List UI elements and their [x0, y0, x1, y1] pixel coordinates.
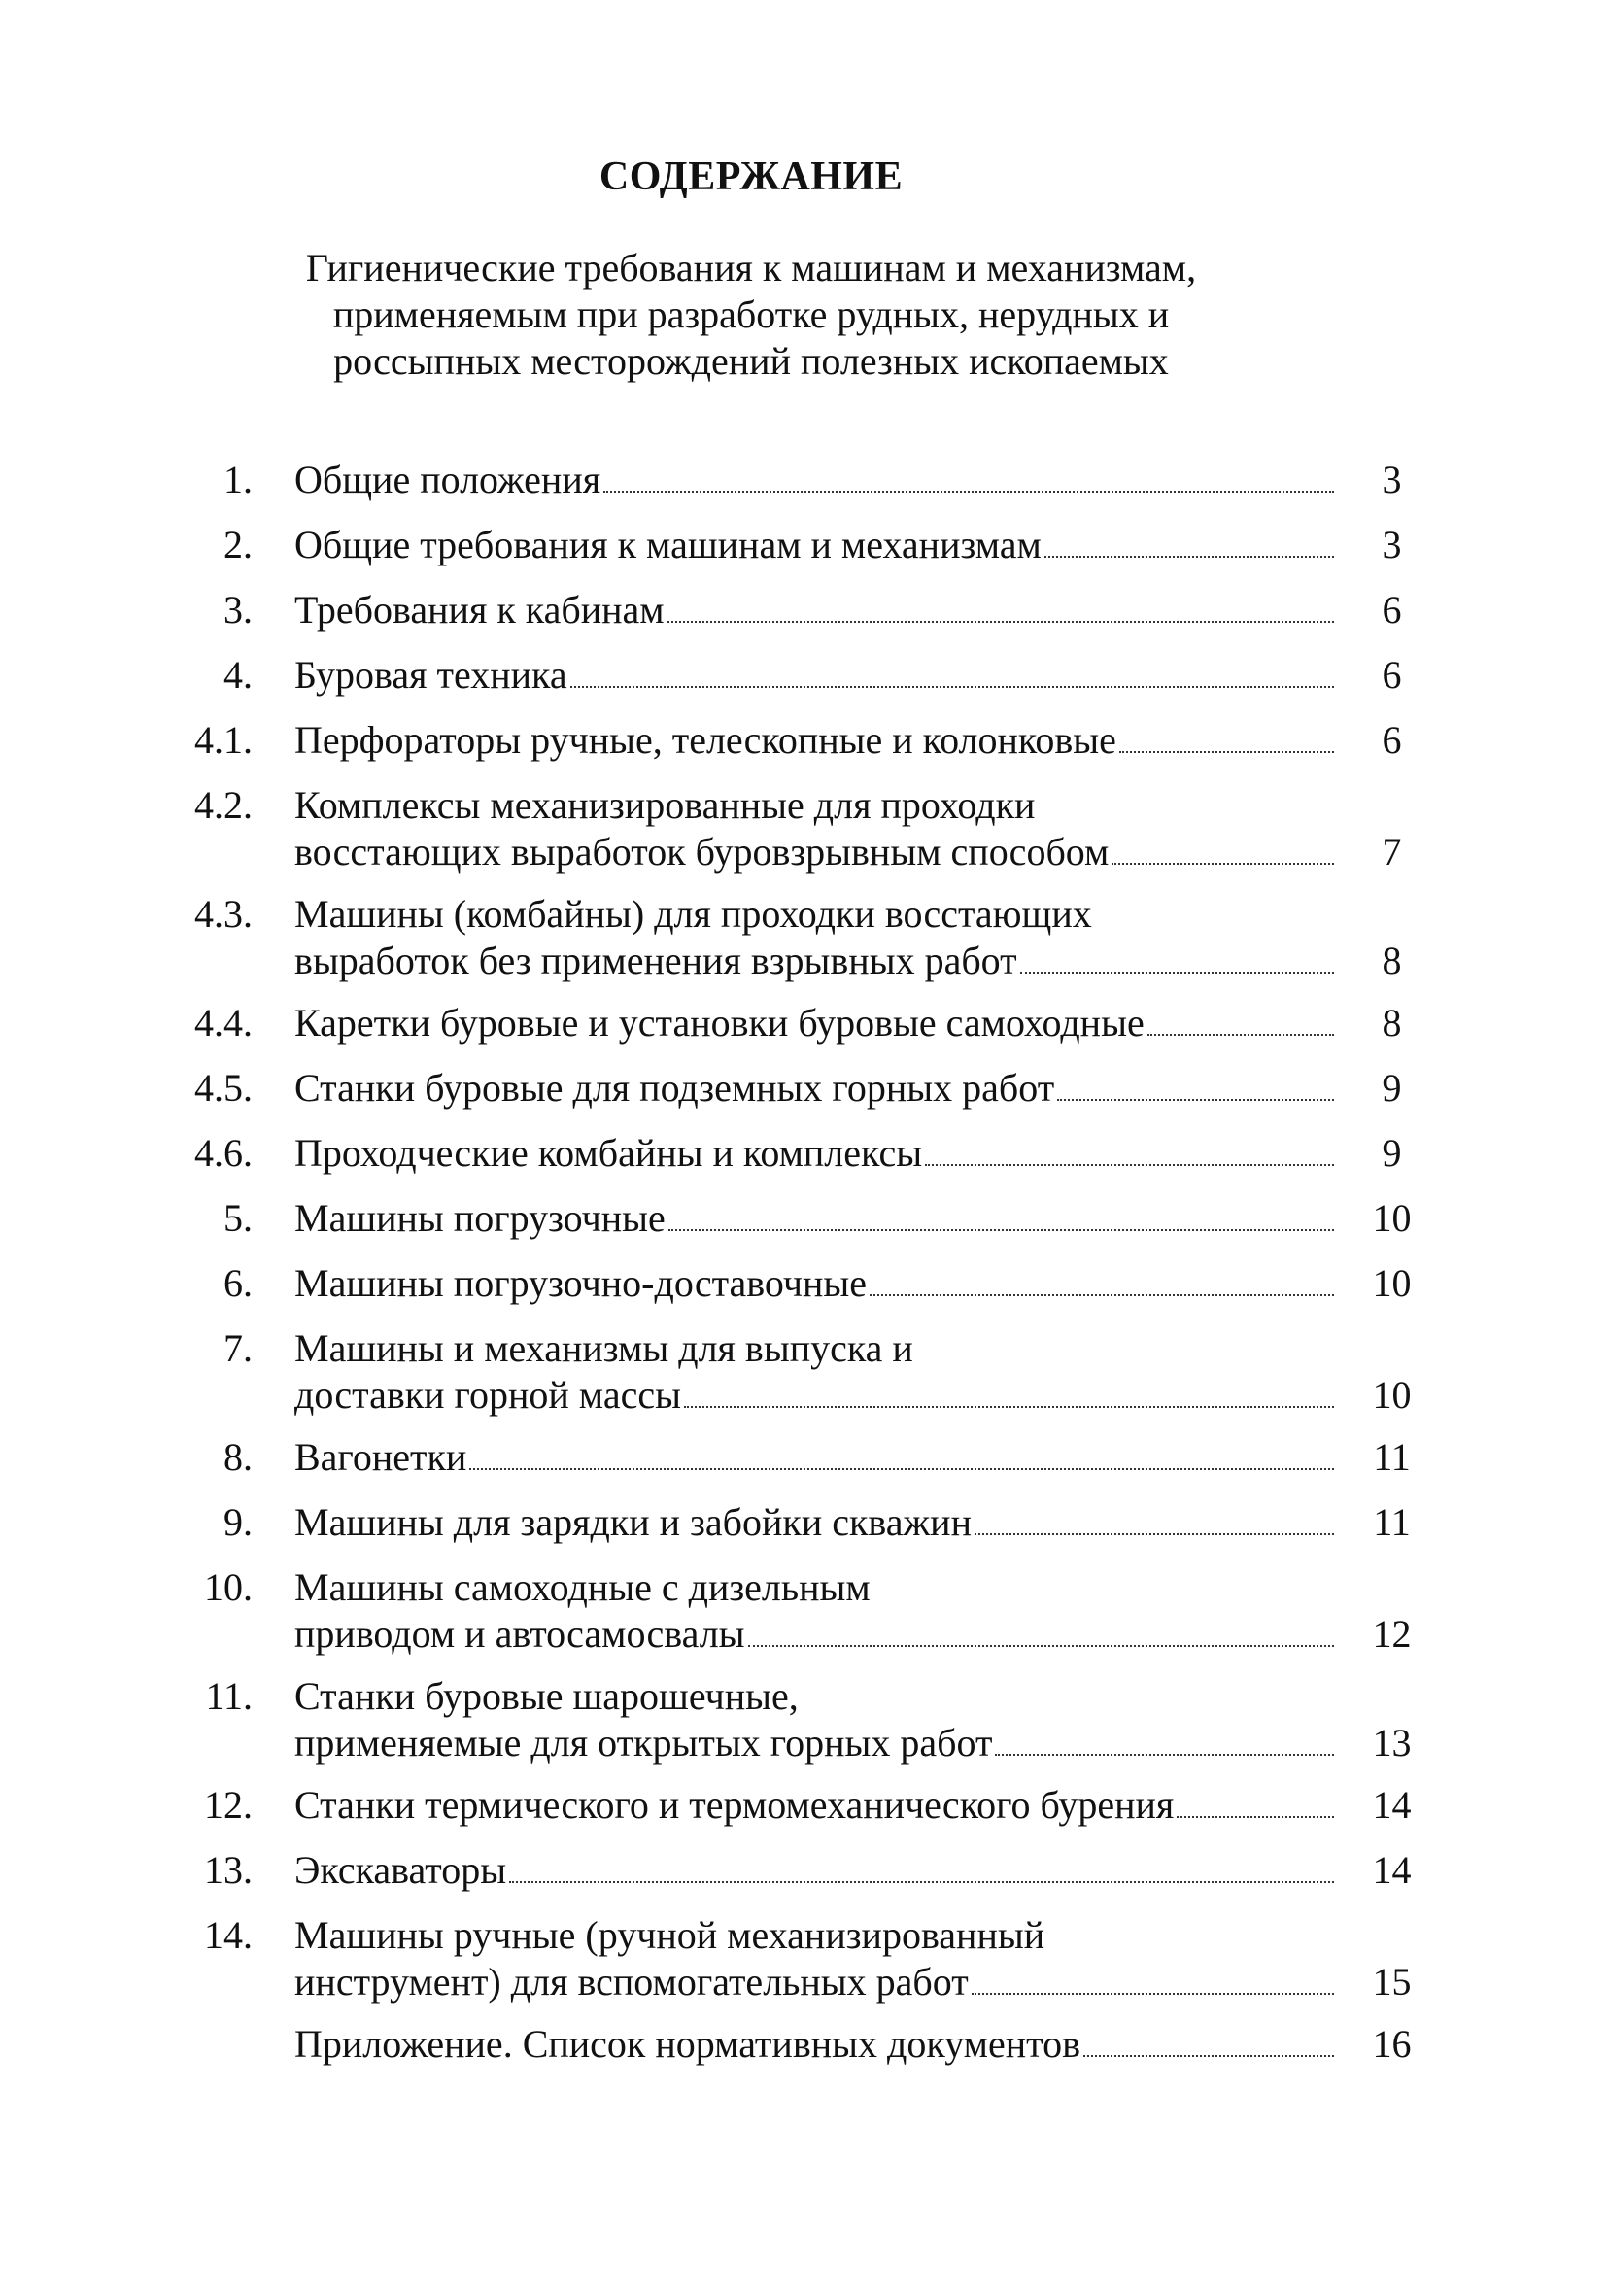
toc-entry-page: 9 — [1382, 1131, 1402, 1175]
toc-entry-number: 4. — [223, 653, 253, 697]
toc-entry-number: 5. — [223, 1196, 253, 1240]
toc-entry-title — [294, 652, 1334, 699]
toc-entry-page: 9 — [1382, 1066, 1402, 1110]
toc-entry-page: 10 — [1372, 1373, 1412, 1417]
toc-entry-page: 6 — [1382, 653, 1402, 697]
toc-entry-page: 10 — [1372, 1261, 1412, 1305]
toc-entry-number: 4.3. — [194, 892, 253, 936]
toc-entry-title-line — [294, 1673, 1334, 1720]
toc-entry-title-line — [294, 1325, 1334, 1372]
subtitle-line: применяемым при разработке рудных, нерудных и — [332, 292, 1170, 336]
toc-entry-number: 12. — [204, 1783, 253, 1827]
toc-entry-title-text: Машины погрузочные — [294, 1196, 666, 1240]
dot-leader — [870, 1285, 1334, 1296]
subtitle-line: россыпных месторождений полезных ископаемых — [333, 339, 1169, 383]
toc-entry-title-line — [294, 522, 1334, 568]
toc-entry-title-text: Машины погрузочно-доставочные — [294, 1261, 868, 1305]
toc-entry-title-line — [294, 1499, 1334, 1546]
toc-entry-title-text: Общие положения — [294, 458, 601, 501]
dot-leader — [570, 676, 1334, 688]
toc-entry-title-text: приводом и автосамосвалы — [294, 1612, 745, 1656]
dot-leader — [995, 1744, 1334, 1756]
toc-entry-title-text: инструмент) для вспомогательных работ — [294, 1960, 969, 2004]
toc-entry-title-text: Приложение. Список нормативных документов — [294, 2022, 1080, 2066]
toc-entry-number: 3. — [223, 588, 253, 632]
toc-entry-title-text: Станки буровые шарошечные, — [294, 1674, 799, 1718]
toc-entry-page: 7 — [1382, 830, 1402, 874]
toc-entry-page: 6 — [1382, 718, 1402, 762]
toc-entry-title-line — [294, 1065, 1334, 1112]
dot-leader — [925, 1154, 1334, 1166]
toc-entry-title-line — [294, 587, 1334, 634]
dot-leader — [684, 1396, 1334, 1408]
toc-entry-title-text: применяемые для открытых горных работ — [294, 1721, 993, 1765]
toc-entry-page: 14 — [1372, 1848, 1412, 1892]
toc-entry-title — [294, 717, 1334, 764]
dot-leader — [509, 1871, 1334, 1883]
toc-entry-title — [294, 1065, 1334, 1112]
toc-entry-title-text: Машины для зарядки и забойки скважин — [294, 1500, 972, 1544]
toc-entry-title — [294, 782, 1334, 875]
toc-entry-title-text: Машины (комбайны) для проходки восстающих — [294, 892, 1092, 936]
toc-entry-page: 11 — [1373, 1500, 1411, 1544]
dot-leader — [667, 611, 1334, 623]
toc-entry-number: 14. — [204, 1913, 253, 1957]
toc-entry-title-text: Машины и механизмы для выпуска и — [294, 1326, 913, 1370]
toc-entry-title-text: Комплексы механизированные для проходки — [294, 783, 1036, 827]
toc-entry-title — [294, 1000, 1334, 1046]
dot-leader — [469, 1458, 1334, 1470]
dot-leader — [748, 1635, 1334, 1647]
toc-entry-number: 4.2. — [194, 783, 253, 827]
toc-entry-title-text: Каретки буровые и установки буровые самоходные — [294, 1001, 1145, 1045]
toc-entry-title-line — [294, 1847, 1334, 1894]
toc-entry-page: 3 — [1382, 458, 1402, 501]
dot-leader — [1112, 853, 1334, 865]
toc-entry-number: 4.1. — [194, 718, 253, 762]
toc-entry-page: 6 — [1382, 588, 1402, 632]
toc-entry-title-line — [294, 1000, 1334, 1046]
toc-entry-number: 4.4. — [194, 1001, 253, 1045]
dot-leader — [1044, 546, 1334, 558]
toc-entry-title — [294, 1847, 1334, 1894]
toc-entry-title-text: Вагонетки — [294, 1435, 467, 1479]
toc-entry-title — [294, 1325, 1334, 1419]
toc-entry-title-line — [294, 782, 1334, 829]
toc-entry-title — [294, 1912, 1334, 2005]
dot-leader — [1177, 1806, 1334, 1818]
toc-entry-title-line — [294, 1372, 1334, 1419]
dot-leader — [975, 1524, 1334, 1535]
toc-entry-page: 15 — [1372, 1960, 1412, 2004]
toc-entry-title-text: Проходческие комбайны и комплексы — [294, 1131, 923, 1175]
toc-entry-title-line — [294, 1611, 1334, 1658]
toc-entry-title-line — [294, 1434, 1334, 1481]
toc-entry-title-line — [294, 1959, 1334, 2005]
toc-entry-title-text: Общие требования к машинам и механизмам — [294, 523, 1042, 566]
toc-entry-title — [294, 1260, 1334, 1307]
toc-entry-title-line — [294, 2021, 1334, 2068]
toc-entry-title-text: Станки термического и термомеханического бурения — [294, 1783, 1175, 1827]
toc-entry-page: 13 — [1372, 1721, 1412, 1765]
toc-entry-title — [294, 1782, 1334, 1829]
toc-entry-title — [294, 891, 1334, 984]
toc-entry-page: 12 — [1372, 1612, 1412, 1656]
toc-entry-page: 14 — [1372, 1783, 1412, 1827]
toc-entry-number: 2. — [223, 523, 253, 566]
toc-entry-title — [294, 1130, 1334, 1177]
toc-entry-title-line — [294, 717, 1334, 764]
toc-entry-title-text: Экскаваторы — [294, 1848, 507, 1892]
toc-entry-page: 16 — [1372, 2022, 1412, 2066]
toc-entry-title — [294, 457, 1334, 503]
dot-leader — [1083, 2045, 1334, 2057]
toc-entry-title-line — [294, 1564, 1334, 1611]
toc-entry-title-text: Машины ручные (ручной механизированный — [294, 1913, 1045, 1957]
toc-entry-title-text: выработок без применения взрывных работ — [294, 939, 1017, 982]
toc-entry-number: 6. — [223, 1261, 253, 1305]
toc-entry-page: 8 — [1382, 1001, 1402, 1045]
toc-entry-number: 8. — [223, 1435, 253, 1479]
toc-entry-title-text: Требования к кабинам — [294, 588, 665, 632]
toc-entry-number: 11. — [205, 1674, 253, 1718]
dot-leader — [1020, 962, 1334, 974]
document-subtitle — [0, 245, 1502, 385]
toc-entry-page: 11 — [1373, 1435, 1411, 1479]
toc-entry-title — [294, 1564, 1334, 1658]
subtitle-line: Гигиенические требования к машинам и механизмам, — [305, 246, 1197, 290]
dot-leader — [1147, 1024, 1334, 1036]
toc-entry-title-text: доставки горной массы — [294, 1373, 681, 1417]
toc-entry-number: 4.5. — [194, 1066, 253, 1110]
dot-leader — [972, 1983, 1334, 1995]
toc-entry-title-text: Машины самоходные с дизельным — [294, 1565, 871, 1609]
toc-entry-title-line — [294, 652, 1334, 699]
dot-leader — [1119, 741, 1334, 753]
toc-entry-title — [294, 2021, 1334, 2068]
toc-entry-title-line — [294, 1260, 1334, 1307]
toc-entry-title-text: Буровая техника — [294, 653, 567, 697]
toc-entry-title-line — [294, 938, 1334, 984]
toc-entry-title — [294, 1195, 1334, 1242]
toc-entry-page: 3 — [1382, 523, 1402, 566]
toc-entry-number: 10. — [204, 1565, 253, 1609]
toc-entry-title — [294, 1499, 1334, 1546]
toc-entry-number: 13. — [204, 1848, 253, 1892]
toc-entry-title — [294, 1673, 1334, 1766]
toc-entry-title — [294, 1434, 1334, 1481]
toc-entry-number: 4.6. — [194, 1131, 253, 1175]
toc-entry-title-line — [294, 457, 1334, 503]
toc-entry-title-line — [294, 891, 1334, 938]
toc-entry-title-line — [294, 1782, 1334, 1829]
toc-entry-title-line — [294, 1912, 1334, 1959]
toc-entry-title-text: Станки буровые для подземных горных работ — [294, 1066, 1055, 1110]
dot-leader — [668, 1219, 1334, 1231]
toc-entry-page: 10 — [1372, 1196, 1412, 1240]
toc-entry-title — [294, 522, 1334, 568]
toc-entry-title-text: восстающих выработок буровзрывным способом — [294, 830, 1110, 874]
dot-leader — [603, 481, 1334, 493]
page-title: СОДЕРЖАНИЕ — [599, 154, 904, 199]
toc-entry-page: 8 — [1382, 939, 1402, 982]
toc-entry-title-line — [294, 1720, 1334, 1766]
toc-entry-number: 7. — [223, 1326, 253, 1370]
toc-entry-title-line — [294, 1130, 1334, 1177]
toc-entry-title-text: Перфораторы ручные, телескопные и колонковые — [294, 718, 1116, 762]
toc-entry-title — [294, 587, 1334, 634]
dot-leader — [1057, 1089, 1334, 1101]
toc-entry-title-line — [294, 829, 1334, 875]
toc-entry-number: 1. — [223, 458, 253, 501]
toc-entry-title-line — [294, 1195, 1334, 1242]
toc-entry-number: 9. — [223, 1500, 253, 1544]
